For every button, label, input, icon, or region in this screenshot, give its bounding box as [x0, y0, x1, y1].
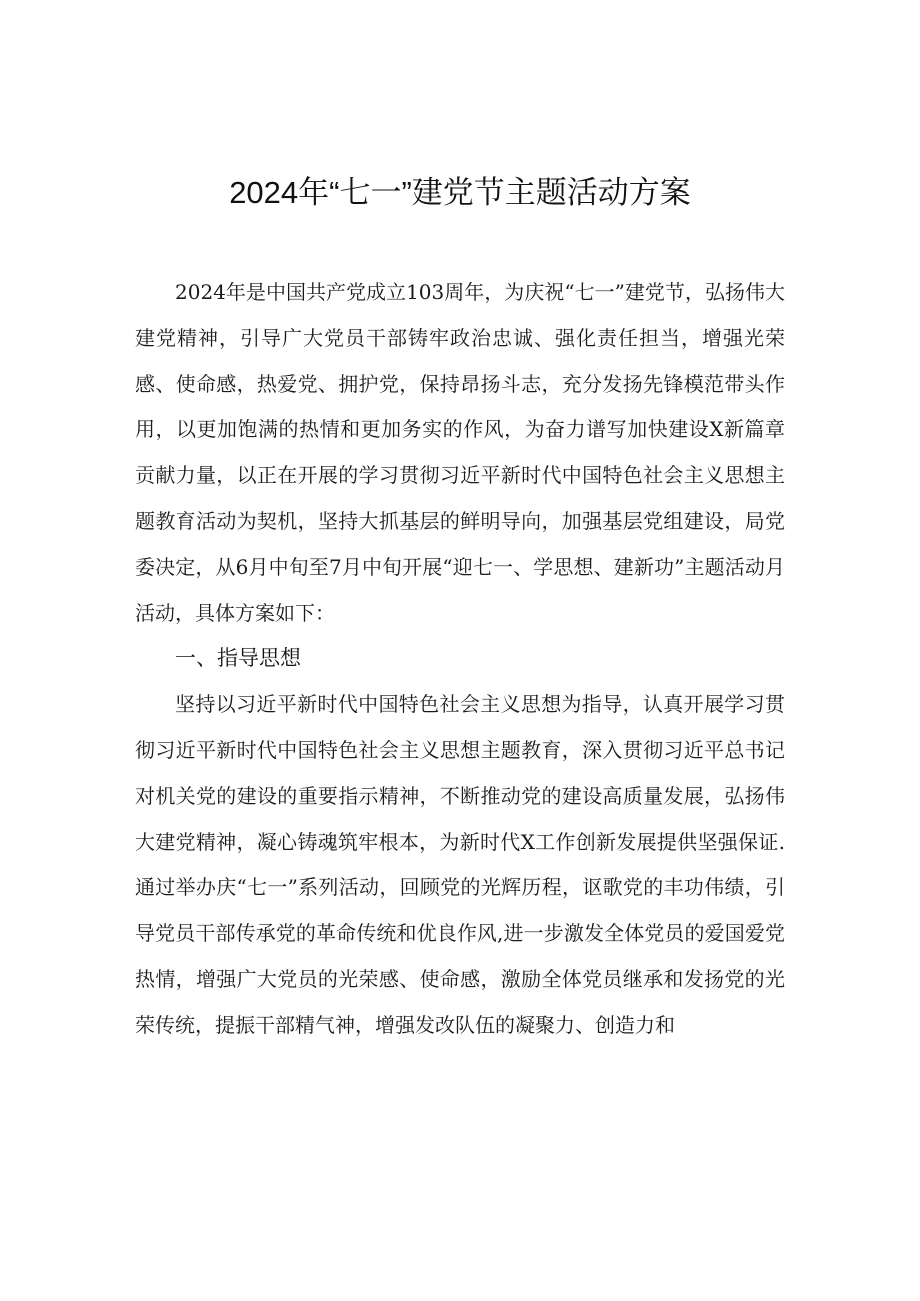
- document-body: [135, 270, 785, 1049]
- document-title: 2024年“七一”建党节主题活动方案: [229, 175, 691, 210]
- intro-paragraph: 2024年是中国共产党成立103周年，为庆祝“七一”建党节，弘扬伟大建党精神，引导广大党员干部铸牢政治忠诚、强化责任担当，增强光荣感、使命感，热爱党、拥护党，保持昂扬斗志，充分发扬先锋模范带头作用，以更加饱满的热情和更加务实的作风，为奋力谱写加快建设X新篇章贡献力量，以正在开展的学习贯彻习近平新时代中国特色社会主义思想主题教育活动为契机，坚持大抓基层的鲜明导向，加强基层党组建设，局党委决定，从6月中旬至7月中旬开展“迎七一、学思想、建新功”主题活动月活动，具体方案如下：: [135, 280, 785, 625]
- section-heading-guiding-ideology: 一、指导思想: [175, 646, 301, 671]
- guiding-ideology-paragraph: 坚持以习近平新时代中国特色社会主义思想为指导，认真开展学习贯彻习近平新时代中国特色社会主义思想主题教育，深入贯彻习近平总书记对机关党的建设的重要指示精神，不断推动党的建设高质量发展，弘扬伟大建党精神，凝心铸魂筑牢根本，为新时代X工作创新发展提供坚强保证.通过举办庆“七一”系列活动，回顾党的光辉历程，讴歌党的丰功伟绩，引导党员干部传承党的革命传统和优良作风,进一步激发全体党员的爱国爱党热情，增强广大党员的光荣感、使命感，激励全体党员继承和发扬党的光荣传统，提振干部精气神，增强发改队伍的凝聚力、创造力和: [135, 692, 785, 1037]
